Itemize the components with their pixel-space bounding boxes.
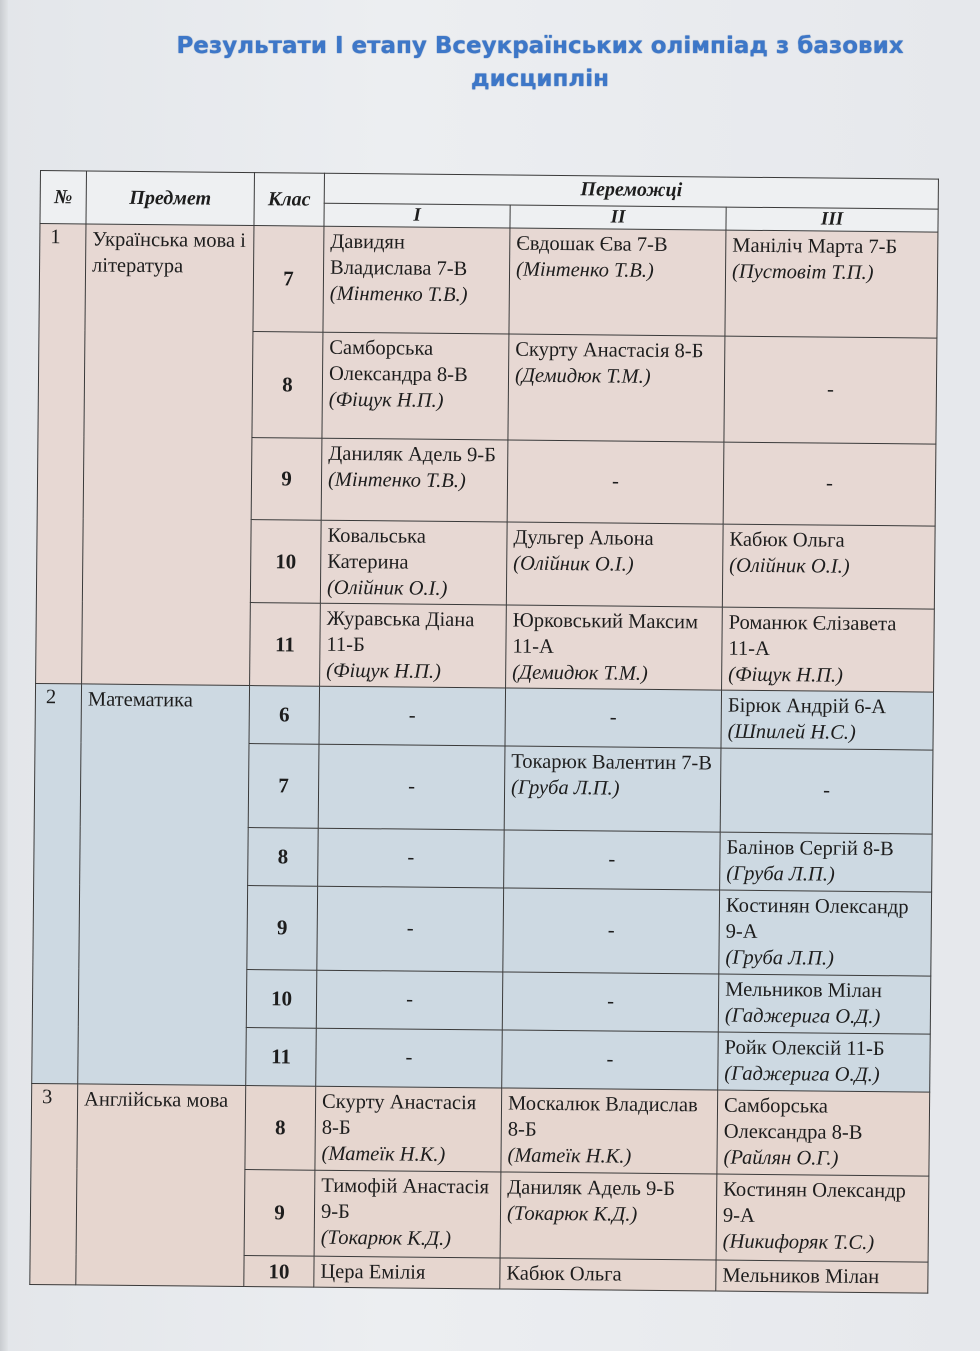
row-number: 3 xyxy=(30,1083,78,1284)
class-cell: 8 xyxy=(252,332,323,439)
winner-cell xyxy=(509,228,726,336)
teacher-name: (Груба Л.П.) xyxy=(510,776,620,800)
winner-cell xyxy=(725,230,938,338)
class-cell: 10 xyxy=(250,520,321,604)
teacher-name: (Матеїк Н.К.) xyxy=(321,1142,446,1166)
teacher-name: (Райлян О.Г.) xyxy=(723,1146,839,1170)
winner-cell-empty: - xyxy=(723,442,936,526)
subject-cell: Українська мова і література xyxy=(82,224,254,686)
row-number: 2 xyxy=(32,683,82,1083)
teacher-name: (Груба Л.П.) xyxy=(725,946,835,970)
teacher-name: (Демидюк Т.М.) xyxy=(512,661,648,685)
header-class: Клас xyxy=(254,173,325,227)
teacher-name: (Олійник О.І.) xyxy=(326,576,448,600)
winner-name: Юрковський Максим 11-А xyxy=(512,609,699,658)
class-cell: 6 xyxy=(249,686,320,745)
teacher-name: (Гаджерига О.Д.) xyxy=(724,1004,881,1029)
winner-cell-empty: - xyxy=(724,336,937,444)
winner-cell: Цера Емілія xyxy=(314,1256,500,1289)
teacher-name: (Фіщук Н.П.) xyxy=(328,388,444,412)
teacher-name: (Гаджерига О.Д.) xyxy=(724,1062,880,1087)
winner-cell xyxy=(314,1170,501,1258)
winner-cell xyxy=(323,226,510,334)
winner-name: Самборська Олександра 8-В xyxy=(723,1094,863,1144)
winner-name: Скурту Анастасія 8-Б xyxy=(515,338,704,363)
subject-cell: Математика xyxy=(78,684,250,1086)
class-cell: 9 xyxy=(247,886,318,971)
subject-cell: Англійська мова xyxy=(76,1084,246,1287)
teacher-name: (Олійник О.І.) xyxy=(513,552,634,576)
winner-cell-empty: - xyxy=(504,830,721,890)
winner-cell xyxy=(501,1088,718,1174)
winner-name: Самборська Олександра 8-В xyxy=(328,336,468,387)
teacher-name: (Мінтенко Т.В.) xyxy=(327,468,466,493)
teacher-name: (Мінтенко Т.В.) xyxy=(515,258,654,282)
winner-cell-empty: - xyxy=(502,972,719,1032)
winner-cell xyxy=(720,832,933,892)
table-row xyxy=(39,224,938,339)
header-subject: Предмет xyxy=(86,171,255,226)
winner-cell xyxy=(315,1086,502,1172)
header-place-2: ІІ xyxy=(510,205,726,230)
teacher-name: (Мінтенко Т.В.) xyxy=(329,282,468,307)
winner-cell-empty: - xyxy=(720,748,933,834)
winner-cell: Кабюк Ольга xyxy=(500,1258,716,1291)
class-cell: 7 xyxy=(253,226,324,333)
class-cell: 10 xyxy=(244,1256,314,1288)
class-cell: 8 xyxy=(245,1086,316,1171)
winner-name: Костинян Олександр 9-А xyxy=(722,1178,906,1227)
winner-cell xyxy=(722,607,935,692)
page-edge xyxy=(0,0,8,1351)
winner-name: Скурту Анастасія 8-Б xyxy=(321,1090,477,1140)
winner-name: Бірюк Андрій 6-А xyxy=(727,694,887,719)
class-cell: 11 xyxy=(246,1028,317,1087)
winner-name: Маніліч Марта 7-Б xyxy=(732,234,898,259)
winner-cell-empty: - xyxy=(507,440,724,524)
winner-cell xyxy=(718,1032,931,1092)
winner-cell xyxy=(504,746,721,832)
winner-cell xyxy=(506,522,723,607)
winner-cell xyxy=(320,520,507,605)
winner-cell xyxy=(716,1174,929,1262)
winner-name: Ковальська Катерина xyxy=(327,524,426,574)
winner-cell-empty: - xyxy=(316,1028,503,1088)
class-cell: 10 xyxy=(246,970,317,1029)
page-title: Результати І етапу Всеукраїнських олімпіад з базових дисциплін xyxy=(176,33,904,92)
winner-cell xyxy=(722,524,935,609)
table-row xyxy=(31,1083,930,1176)
teacher-name: (Шпилей Н.С.) xyxy=(727,720,856,744)
winner-name: Дульгер Альона xyxy=(513,526,654,550)
class-cell: 8 xyxy=(248,828,319,887)
table-header-row xyxy=(40,171,938,210)
winner-cell xyxy=(718,974,931,1034)
table-row xyxy=(35,683,934,750)
winner-name: Мельников Мілан xyxy=(725,978,883,1003)
header-place-1: І xyxy=(324,203,510,228)
header-place-3: ІІІ xyxy=(726,207,938,232)
class-cell: 9 xyxy=(251,438,322,521)
winner-cell-empty: - xyxy=(502,1030,719,1090)
winner-cell xyxy=(320,603,507,688)
winner-cell-empty: - xyxy=(505,688,722,748)
teacher-name: (Фіщук Н.П.) xyxy=(326,659,442,683)
winner-name: Балінов Сергій 8-В xyxy=(726,836,894,861)
teacher-name: (Олійник О.І.) xyxy=(729,554,850,578)
winner-name: Тимофій Анастасія 9-Б xyxy=(320,1174,490,1224)
teacher-name: (Никифоряк Т.С.) xyxy=(722,1230,875,1255)
teacher-name: (Токарюк К.Д.) xyxy=(506,1202,638,1226)
winner-name: Євдошак Єва 7-В xyxy=(516,232,668,257)
teacher-name: (Матеїк Н.К.) xyxy=(507,1144,632,1168)
winner-name: Давидян Владислава 7-В xyxy=(329,230,468,281)
row-number: 1 xyxy=(36,224,86,684)
winner-cell-empty: - xyxy=(317,886,504,972)
teacher-name: (Груба Л.П.) xyxy=(726,862,835,886)
winner-cell: Мельников Мілан xyxy=(716,1260,928,1293)
winner-name: Даниляк Адель 9-Б xyxy=(328,442,497,467)
winner-cell-empty: - xyxy=(503,888,720,974)
winner-cell xyxy=(500,1172,717,1260)
winner-cell xyxy=(506,605,723,690)
winner-name: Москалюк Владислав 8-Б xyxy=(507,1092,698,1141)
winner-name: Кабюк Ольга xyxy=(729,528,845,552)
winner-cell xyxy=(508,334,725,442)
winner-cell-empty: - xyxy=(316,970,503,1030)
teacher-name: (Фіщук Н.П.) xyxy=(728,663,844,687)
winner-name: Даниляк Адель 9-Б xyxy=(507,1176,676,1201)
winner-name: Токарюк Валентин 7-В xyxy=(511,750,713,775)
teacher-name: (Пустовіт Т.П.) xyxy=(731,260,874,285)
winner-name: Романюк Єлізавета 11-А xyxy=(728,611,897,661)
winner-cell xyxy=(719,890,932,976)
winner-cell xyxy=(321,438,508,522)
winner-cell-empty: - xyxy=(318,828,505,888)
class-cell: 9 xyxy=(244,1170,315,1257)
winner-cell xyxy=(721,690,934,750)
class-cell: 7 xyxy=(248,744,319,829)
results-table xyxy=(29,170,939,1294)
teacher-name: (Токарюк К.Д.) xyxy=(320,1226,452,1250)
header-winners: Переможці xyxy=(324,173,938,209)
winner-cell-empty: - xyxy=(319,686,506,746)
winner-cell-empty: - xyxy=(318,744,505,830)
winner-cell xyxy=(717,1090,930,1176)
winner-name: Журавська Діана 11-Б xyxy=(326,607,475,657)
winner-name: Костинян Олександр 9-А xyxy=(725,894,909,943)
class-cell: 11 xyxy=(250,603,321,687)
winner-cell xyxy=(322,332,509,440)
winner-name: Ройк Олексій 11-Б xyxy=(724,1036,885,1061)
teacher-name: (Демидюк Т.М.) xyxy=(514,364,651,388)
header-num: № xyxy=(40,171,87,224)
